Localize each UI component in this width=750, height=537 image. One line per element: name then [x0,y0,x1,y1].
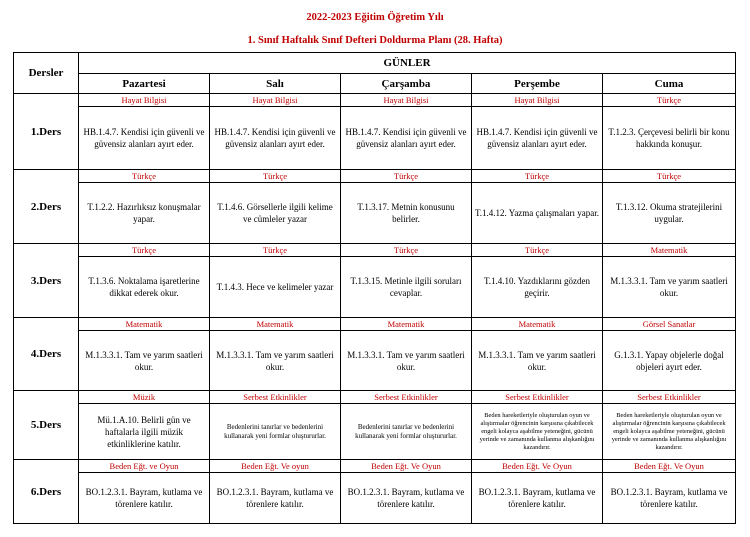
objective-cell: Bedenlerini tanırlar ve bedenlerini kullanarak yeni formlar oluştururlar. [341,404,472,460]
objective-row [14,331,736,391]
subject-cell: Türkçe [603,170,736,183]
ders-label: 3.Ders [14,244,79,318]
subject-cell: Türkçe [79,244,210,257]
objective-cell: Bedenlerini tanırlar ve bedenlerini kullanarak yeni formlar oluştururlar. [210,404,341,460]
weekly-plan-table [13,52,736,524]
objective-cell: HB.1.4.7. Kendisi için güvenli ve güvensiz alanları ayırt eder. [472,107,603,170]
objective-cell: BO.1.2.3.1. Bayram, kutlama ve törenlere katılır. [603,473,736,524]
header-day: Çarşamba [341,74,472,94]
objective-cell: M.1.3.3.1. Tam ve yarım saatleri okur. [210,331,341,391]
objective-row [14,107,736,170]
ders-label: 2.Ders [14,170,79,244]
subject-cell: Türkçe [341,170,472,183]
objective-cell: T.1.3.12. Okuma stratejilerini uygular. [603,183,736,244]
subject-cell: Türkçe [472,244,603,257]
objective-cell: BO.1.2.3.1. Bayram, kutlama ve törenlere katılır. [210,473,341,524]
document-title-plan: 1. Sınıf Haftalık Sınıf Defteri Doldurma Planı (28. Hafta) [247,35,503,46]
header-day: Perşembe [472,74,603,94]
objective-cell: M.1.3.3.1. Tam ve yarım saatleri okur. [341,331,472,391]
subject-cell: Hayat Bilgisi [341,94,472,107]
subject-cell: Hayat Bilgisi [210,94,341,107]
subject-cell: Türkçe [210,170,341,183]
subject-cell: Serbest Etkinlikler [210,391,341,404]
objective-cell: Mü.1.A.10. Belirli gün ve haftalarla ilgili müzik etkinliklerine katılır. [79,404,210,460]
objective-row [14,473,736,524]
objective-cell: T.1.3.15. Metinle ilgili soruları cevaplar. [341,257,472,318]
subject-cell: Matematik [603,244,736,257]
subject-cell: Beden Eğt. Ve Oyun [472,460,603,473]
subject-cell: Türkçe [79,170,210,183]
subject-cell: Türkçe [603,94,736,107]
objective-cell: G.1.3.1. Yapay objelerle doğal objeleri ayırt eder. [603,331,736,391]
header-gunler: GÜNLER [79,53,736,74]
ders-label: 5.Ders [14,391,79,460]
objective-cell: HB.1.4.7. Kendisi için güvenli ve güvensiz alanları ayırt eder. [79,107,210,170]
subject-cell: Serbest Etkinlikler [341,391,472,404]
objective-row [14,257,736,318]
objective-cell: T.1.4.12. Yazma çalışmaları yapar. [472,183,603,244]
subject-cell: Türkçe [210,244,341,257]
objective-cell: T.1.4.10. Yazdıklarını gözden geçirir. [472,257,603,318]
objective-cell: HB.1.4.7. Kendisi için güvenli ve güvensiz alanları ayırt eder. [210,107,341,170]
subject-cell: Matematik [472,318,603,331]
subject-cell: Beden Eğt. Ve Oyun [603,460,736,473]
objective-cell: M.1.3.3.1. Tam ve yarım saatleri okur. [79,331,210,391]
objective-cell: M.1.3.3.1. Tam ve yarım saatleri okur. [472,331,603,391]
header-day: Pazartesi [79,74,210,94]
subject-row [14,391,736,404]
objective-cell: T.1.4.3. Hece ve kelimeler yazar [210,257,341,318]
subject-row [14,170,736,183]
subject-cell: Serbest Etkinlikler [603,391,736,404]
subject-row [14,94,736,107]
subject-cell: Müzik [79,391,210,404]
subject-cell: Beden Eğt. Ve Oyun [341,460,472,473]
ders-label: 1.Ders [14,94,79,170]
subject-cell: Matematik [210,318,341,331]
objective-cell: BO.1.2.3.1. Bayram, kutlama ve törenlere katılır. [472,473,603,524]
ders-label: 4.Ders [14,318,79,391]
objective-cell: T.1.2.3. Çerçevesi belirli bir konu hakkında konuşur. [603,107,736,170]
objective-cell: Beden hareketleriyle oluşturulan oyun ve alıştırmalar öğrencinin karşısına çıkabilecek engeli kolayca aşabilme yeteneğini, gücünü yerinde ve zamanında kullanma alışkanlığını kazandırır. [603,404,736,460]
subject-cell: Matematik [79,318,210,331]
subject-row [14,460,736,473]
subject-cell: Hayat Bilgisi [472,94,603,107]
objective-cell: T.1.2.2. Hazırlıksız konuşmalar yapar. [79,183,210,244]
subject-cell: Görsel Sanatlar [603,318,736,331]
plan-body [14,94,736,524]
subject-row [14,244,736,257]
objective-cell: Beden hareketleriyle oluşturulan oyun ve alıştırmalar öğrencinin karşısına çıkabilecek engeli kolayca aşabilme yeteneğini, gücünü yerinde ve zamanında kullanma alışkanlığını kazandırır. [472,404,603,460]
subject-cell: Hayat Bilgisi [79,94,210,107]
objective-row [14,404,736,460]
objective-cell: T.1.4.6. Görsellerle ilgili kelime ve cümleler yazar [210,183,341,244]
objective-cell: HB.1.4.7. Kendisi için güvenli ve güvensiz alanları ayırt eder. [341,107,472,170]
subject-cell: Türkçe [472,170,603,183]
subject-row [14,318,736,331]
document-title-year: 2022-2023 Eğitim Öğretim Yılı [306,12,444,23]
subject-cell: Serbest Etkinlikler [472,391,603,404]
ders-label: 6.Ders [14,460,79,524]
objective-cell: BO.1.2.3.1. Bayram, kutlama ve törenlere katılır. [79,473,210,524]
header-day: Salı [210,74,341,94]
header-day: Cuma [603,74,736,94]
subject-cell: Beden Eğt. ve Oyun [79,460,210,473]
header-dersler: Dersler [14,53,79,94]
objective-cell: BO.1.2.3.1. Bayram, kutlama ve törenlere katılır. [341,473,472,524]
subject-cell: Beden Eğt. Ve oyun [210,460,341,473]
objective-cell: M.1.3.3.1. Tam ve yarım saatleri okur. [603,257,736,318]
subject-cell: Türkçe [341,244,472,257]
objective-cell: T.1.3.17. Metnin konusunu belirler. [341,183,472,244]
objective-cell: T.1.3.6. Noktalama işaretlerine dikkat ederek okur. [79,257,210,318]
objective-row [14,183,736,244]
subject-cell: Matematik [341,318,472,331]
